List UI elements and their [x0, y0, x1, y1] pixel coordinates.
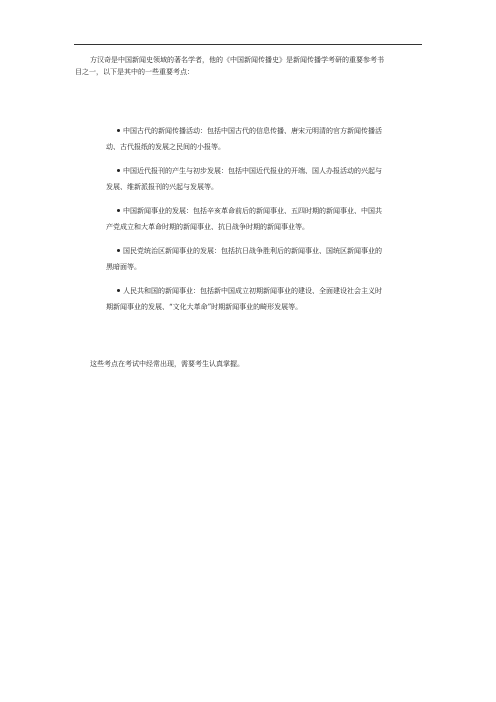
list-item — [90, 163, 426, 195]
bullet-dot-icon — [117, 209, 120, 212]
list-item — [90, 203, 426, 235]
intro-line-1: 方汉奇是中国新闻史领域的著名学者，他的《中国新闻传播史》是新闻传播学考研的重要参考书 — [90, 56, 384, 64]
list-item-continuation: 黑暗面等。 — [106, 263, 141, 271]
list-item-text: 中国古代的新闻传播活动：包括中国古代的信息传播、唐宋元明清的官方新闻传播活 — [123, 127, 382, 135]
bullet-dot-icon — [117, 249, 120, 252]
list-item-continuation: 产党成立和大革命时期的新闻事业、抗日战争时期的新闻事业等。 — [106, 223, 309, 231]
list-item — [90, 243, 426, 275]
list-item-continuation: 动、古代报纸的发展之民间的小报等。 — [106, 143, 225, 151]
list-item-text: 人民共和国的新闻事业：包括新中国成立初期新闻事业的建设、全面建设社会主义时 — [123, 287, 382, 295]
header-rule — [74, 44, 422, 45]
list-item-text: 中国近代报刊的产生与初步发展：包括中国近代报业的开端、国人办报活动的兴起与 — [123, 167, 382, 175]
intro-paragraph — [75, 54, 422, 78]
closing-paragraph: 这些考点在考试中经常出现，需要考生认真掌握。 — [90, 360, 244, 368]
list-item-continuation: 期新闻事业的发展、“文化大革命”时期新闻事业的畸形发展等。 — [106, 303, 303, 311]
key-points-list — [90, 123, 426, 323]
list-item-text: 国民党统治区新闻事业的发展：包括抗日战争胜利后的新闻事业、国统区新闻事业的 — [123, 247, 382, 255]
intro-line-2: 目之一，以下是其中的一些重要考点： — [75, 68, 194, 76]
list-item-continuation: 发展、维新派报刊的兴起与发展等。 — [106, 183, 218, 191]
bullet-dot-icon — [117, 169, 120, 172]
list-item — [90, 123, 426, 155]
list-item — [90, 283, 426, 315]
list-item-text: 中国新闻事业的发展：包括辛亥革命前后的新闻事业、五四时期的新闻事业、中国共 — [123, 207, 382, 215]
bullet-dot-icon — [117, 129, 120, 132]
bullet-dot-icon — [117, 289, 120, 292]
